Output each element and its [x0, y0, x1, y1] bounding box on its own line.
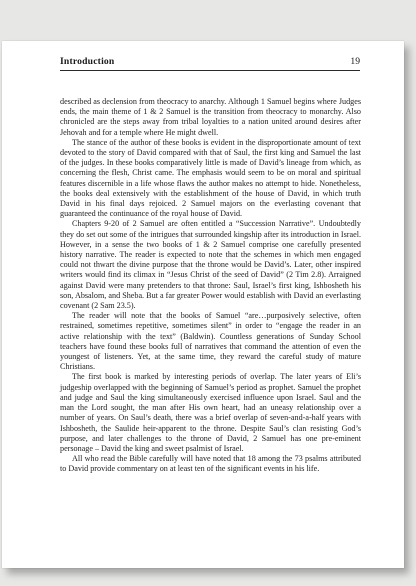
page-number: 19 [350, 56, 360, 67]
running-header [60, 53, 360, 71]
paragraph: The reader will note that the books of Samuel “are…purposively selective, often restrained, sometimes repetitive, sometimes silent” in order to “engage the reader in an active relationship with the text” (Baldwin). Countless generations of Sunday School teachers have found these books full of narratives that command the attention of even the youngest of listeners. Yet, at the same time, they reward the careful study of mature Christians. [60, 311, 361, 372]
paragraph: Chapters 9-20 of 2 Samuel are often entitled a “Succession Narrative”. Undoubtedly they do set out some of the intrigues that surrounded kingship after its introduction in Israel. However, in a sense the two books of 1 & 2 Samuel comprise one carefully presented history narrative. The reader is expected to note that the schemes in which men engaged could not thwart the divine purpose that the throne would be David’s. Later, other inspired writers would find its climax in “Jesus Christ of the seed of David” (2 Tim 2.8). Arraigned against David were many pretenders to that throne: Saul, Israel’s first king, Ishbosheth his son, Absalom, and Sheba. But a far greater Power would establish with David an everlasting covenant (2 Sam 23.5). [60, 219, 361, 311]
body-text [60, 97, 361, 475]
book-page [2, 41, 404, 568]
paragraph: All who read the Bible carefully will have noted that 18 among the 73 psalms attributed to David provide commentary on at least ten of the significant events in his life. [60, 454, 361, 474]
chapter-title: Introduction [60, 56, 115, 67]
paragraph: described as declension from theocracy to anarchy. Although 1 Samuel begins where Judges ends, the main theme of 1 & 2 Samuel is the transition from theocracy to monarchy. Also chronicled are the steps away from tribal loyalties to a nation united around desires after Jehovah and for a temple where He might dwell. [60, 97, 361, 137]
paragraph: The stance of the author of these books is evident in the disproportionate amount of text devoted to the story of David compared with that of Saul, the first king and Samuel the last of the judges. In these books comparatively little is made of David’s lineage from which, as concerning the flesh, Christ came. The emphasis would seem to be on moral and spiritual features discernible in a life whose flaws the author makes no attempt to hide. Nonetheless, the books deal extensively with the establishment of the house of David, in which truth David in his final days rejoiced. 2 Samuel majors on the everlasting covenant that guaranteed the continuance of the royal house of David. [60, 137, 361, 219]
paragraph: The first book is marked by interesting periods of overlap. The later years of Eli’s judgeship overlapped with the beginning of Samuel’s period as prophet. Samuel the prophet and judge and Saul the king simultaneously exercised influence upon Israel. Saul and the man the Lord sought, the man after His own heart, had an uneasy relationship over a number of years. On Saul’s death, there was a brief overlap of seven-and-a-half years with Ishbosheth, the Saulide heir-apparent to the throne. Despite Saul’s clan resisting God’s purpose, and later challenges to the throne of David, 2 Samuel has one pre-eminent personage – David the king and sweet psalmist of Israel. [60, 372, 361, 453]
